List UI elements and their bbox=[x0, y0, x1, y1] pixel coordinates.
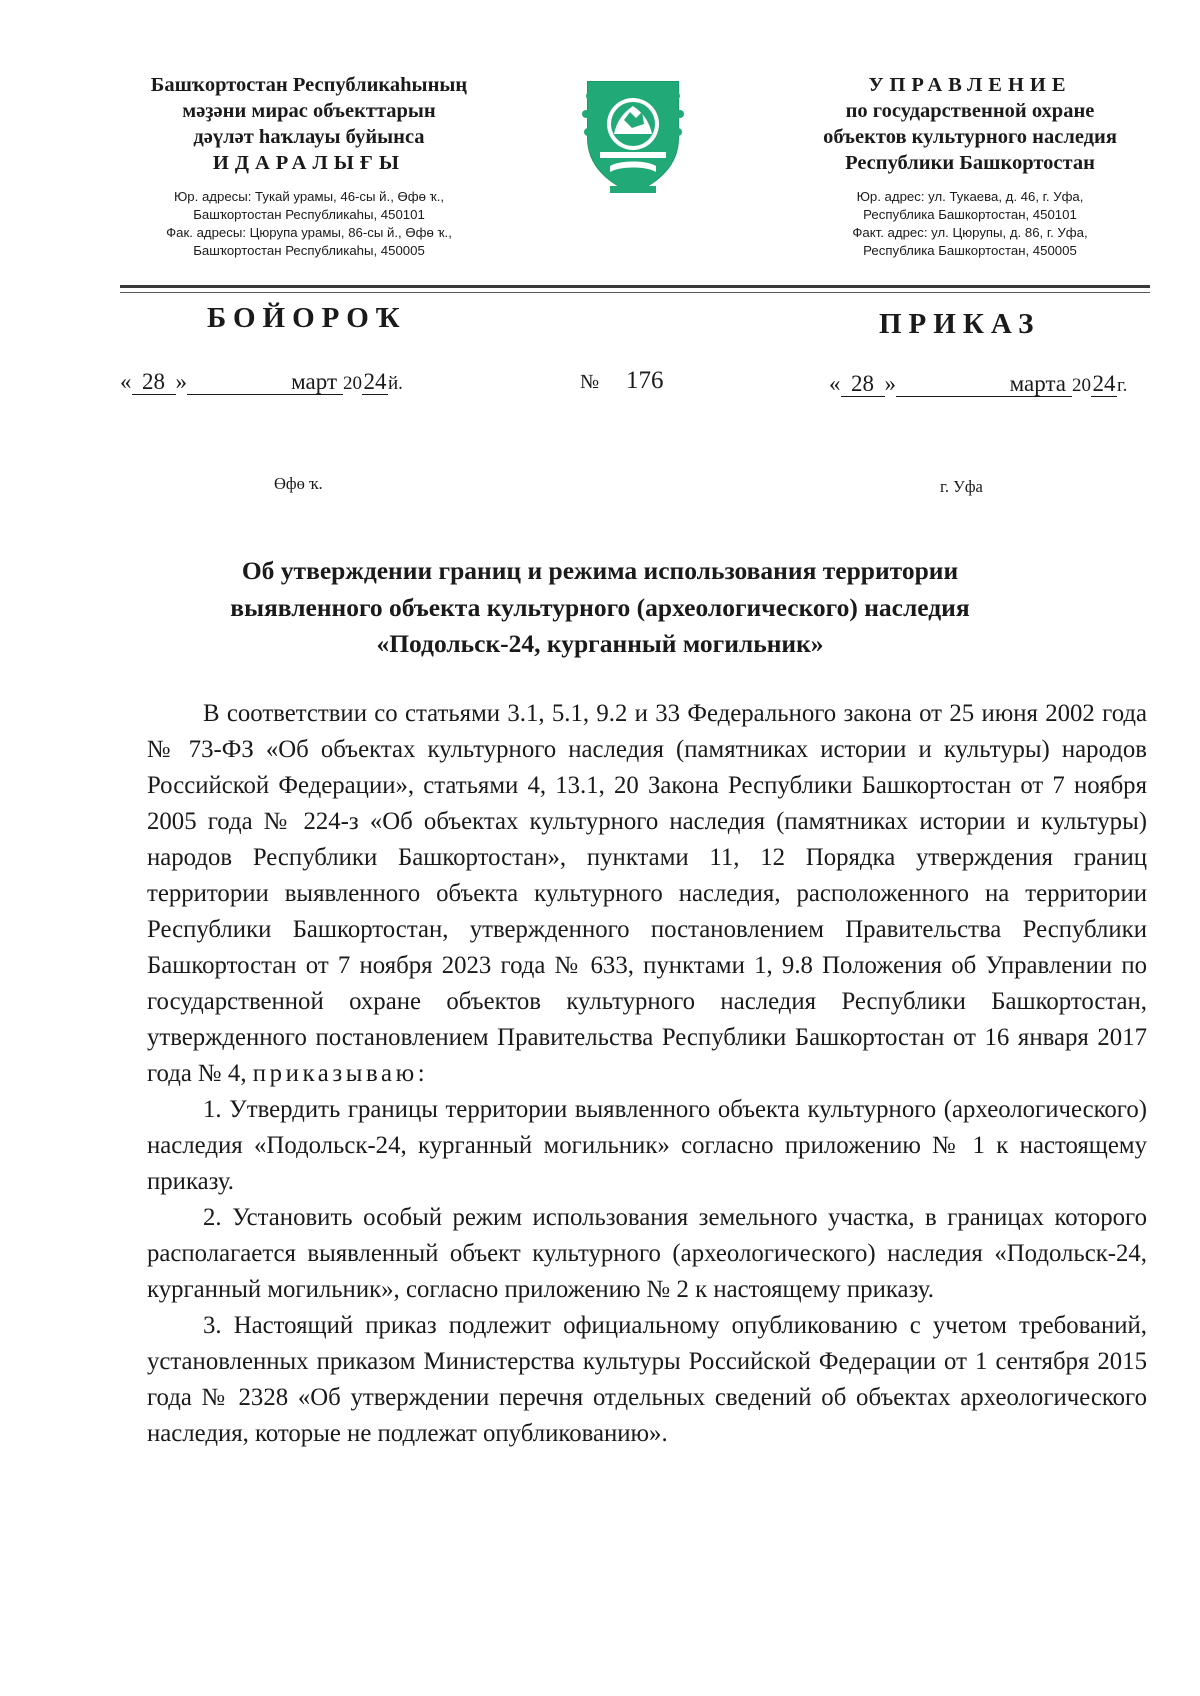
doc-type-left: БОЙОРОҠ bbox=[207, 302, 407, 334]
document-title-line-3: «Подольск-24, курганный могильник» bbox=[376, 629, 824, 658]
body-paragraph-2: 2. Установить особый режим использования земельного участка, в границах которого располагается выявленный объект культурного (археологического) наследия «Подольск-24, курганный могильник», согласно приложению № 2 к настоящему приказу. bbox=[147, 1204, 1147, 1303]
order-number-label: № bbox=[580, 371, 600, 393]
letterhead-left bbox=[112, 72, 506, 260]
date-left-year-prefix: 20 bbox=[343, 373, 362, 394]
city-right: г. Уфа bbox=[940, 477, 983, 496]
date-left-day: 28 bbox=[132, 370, 176, 395]
order-number: 176 bbox=[626, 367, 664, 394]
letterhead-right bbox=[790, 72, 1150, 260]
date-right-year-prefix: 20 bbox=[1072, 375, 1091, 396]
letterhead-right-line-2: по государственной охране bbox=[845, 100, 1095, 122]
letterhead-right-line-4: Республики Башкортостан bbox=[845, 152, 1095, 174]
letterhead-left-address-line-3: Фак. адресы: Цюрупа урамы, 86-сы й., Өфө ҡ., bbox=[166, 225, 452, 240]
date-right-day: 28 bbox=[841, 372, 885, 397]
letterhead-left-line-2: мәҙәни мирас объекттарын bbox=[182, 100, 436, 122]
order-keyword: приказываю: bbox=[252, 1060, 429, 1087]
letterhead-right-address-line-2: Республика Башкортостан, 450101 bbox=[863, 207, 1077, 222]
city-left: Өфө ҡ. bbox=[274, 474, 323, 493]
document-title-line-1: Об утверждении границ и режима использования территории bbox=[241, 556, 959, 585]
document-title bbox=[150, 553, 1050, 663]
date-left-year-suffix: 24 bbox=[363, 369, 387, 394]
letterhead-left-address-line-4: Башҡортостан Республикаһы, 450005 bbox=[193, 243, 425, 258]
doc-type-right: ПРИКАЗ bbox=[879, 308, 1041, 340]
letterhead-right-line-3: объектов культурного наследия bbox=[823, 126, 1117, 148]
date-right: « 28 » марта 2024г. bbox=[829, 371, 1128, 396]
coat-of-arms-icon bbox=[570, 66, 696, 198]
date-left: « 28 » март 2024й. bbox=[120, 369, 403, 394]
header-divider-thin bbox=[120, 292, 1150, 293]
date-right-month: марта bbox=[896, 372, 1072, 397]
date-left-year-mark: й. bbox=[388, 373, 403, 394]
letterhead-left-address-line-2: Башҡортостан Республикаһы, 450101 bbox=[193, 207, 425, 222]
preamble-text: В соответствии со статьями 3.1, 5.1, 9.2 и 33 Федерального закона от 25 июня 2002 года № 73-ФЗ «Об объектах культурного наследия (памятниках истории и культуры) народов Российской Федерации», статьями 4, 13.1, 20 Закона Республики Башкортостан от 7 ноября 2005 года № 224-з «Об объектах культурного наследия (памятниках истории и культуры) народов Республики Башкортостан», пунктами 11, 12 Порядка утверждения границ территории выявленного объекта культурного наследия, расположенного на территории Республики Башкортостан, утвержденного постановлением Правительства Республики Башкортостан от 7 ноября 2023 года № 633, пунктами 1, 9.8 Положения об Управлении по государственной охране объектов культурного наследия Республики Башкортостан, утвержденного постановлением Правительства Республики Башкортостан от 16 января 2017 года № 4, bbox=[147, 700, 1147, 1087]
letterhead-right-address-line-1: Юр. адрес: ул. Тукаева, д. 46, г. Уфа, bbox=[856, 189, 1084, 204]
date-right-year-mark: г. bbox=[1117, 375, 1128, 396]
letterhead-right-line-1: УПРАВЛЕНИЕ bbox=[868, 74, 1072, 96]
letterhead-right-address-line-3: Факт. адрес: ул. Цюрупы, д. 86, г. Уфа, bbox=[852, 225, 1088, 240]
letterhead-right-address-line-4: Республика Башкортостан, 450005 bbox=[863, 243, 1077, 258]
document-body bbox=[147, 696, 1147, 1452]
letterhead-left-line-4: ИДАРАЛЫҒЫ bbox=[212, 152, 406, 174]
letterhead-right-address bbox=[790, 188, 1150, 260]
body-paragraph-3: 3. Настоящий приказ подлежит официальному опубликованию с учетом требований, установленных приказом Министерства культуры Российской Федерации от 1 сентября 2015 года № 2328 «Об утверждении перечня отдельных сведений об объектах археологического наследия, которые не подлежат опубликованию». bbox=[147, 1312, 1147, 1447]
document-title-line-2: выявленного объекта культурного (археологического) наследия bbox=[230, 592, 970, 622]
header-divider bbox=[120, 285, 1150, 288]
body-paragraph-preamble bbox=[147, 696, 1147, 1092]
letterhead-left-address-line-1: Юр. адресы: Тукай урамы, 46-сы й., Өфө ҡ., bbox=[173, 189, 445, 204]
body-paragraph-1: 1. Утвердить границы территории выявленного объекта культурного (археологического) наследия «Подольск-24, курганный могильник» согласно приложению № 1 к настоящему приказу. bbox=[147, 1096, 1147, 1195]
date-left-month: март bbox=[187, 370, 343, 395]
date-right-year-suffix: 24 bbox=[1092, 371, 1116, 396]
letterhead-left-line-1: Башҡортостан Республикаһының bbox=[150, 74, 468, 96]
letterhead-left-line-3: дәүләт һаҡлауы буйынса bbox=[193, 126, 425, 148]
letterhead-left-address bbox=[112, 188, 506, 260]
